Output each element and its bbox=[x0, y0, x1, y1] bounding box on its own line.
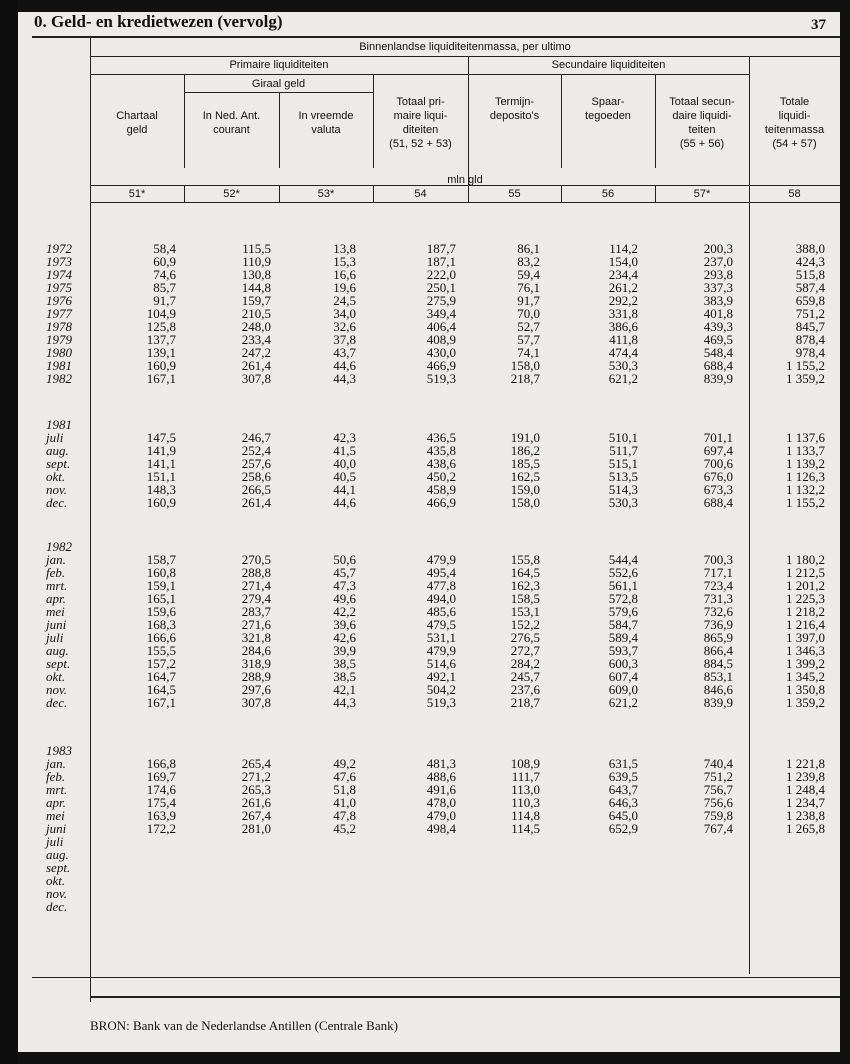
header-in-ned: In Ned. Ant. courant bbox=[202, 110, 261, 136]
block-years-labels: 1972 1973 1974 1975 1976 1977 1978 1979 1980 1981 1982 bbox=[46, 241, 72, 386]
header-giraal: Giraal geld bbox=[251, 78, 306, 90]
header-totaal-prim: Totaal pri- maire liqui- diteiten (51, 52 + 53) bbox=[389, 96, 452, 150]
colnum-58: 58 bbox=[788, 188, 801, 200]
block-1983-c55: 108,9 111,7 113,0 110,3 114,8 114,5 bbox=[510, 756, 540, 836]
block-1983-c52: 265,4 271,2 265,3 261,6 267,4 281,0 bbox=[241, 756, 271, 836]
rule-bottom-1 bbox=[32, 977, 840, 978]
block-1981-c58: 1 137,6 1 133,7 1 139,2 1 126,3 1 132,2 1 155,2 bbox=[786, 430, 825, 510]
rule-bottom-2 bbox=[90, 996, 840, 998]
colnum-55: 55 bbox=[508, 188, 521, 200]
page-edge bbox=[0, 0, 18, 1064]
block-years-c53: 13,8 15,3 16,6 19,6 24,5 34,0 32,6 37,8 43,7 44,6 44,3 bbox=[333, 241, 356, 386]
block-1982-c53: 50,6 45,7 47,3 49,6 42,2 39,6 42,6 39,9 38,5 38,5 42,1 44,3 bbox=[333, 552, 356, 710]
rule-under-nums bbox=[90, 202, 840, 203]
colnum-54: 54 bbox=[414, 188, 427, 200]
block-1983-c53: 49,2 47,6 51,8 41,0 47,8 45,2 bbox=[333, 756, 356, 836]
header-primaire: Primaire liquiditeiten bbox=[229, 59, 329, 71]
header-spaar: Spaar- tegoeden bbox=[585, 96, 631, 122]
block-1982-c58: 1 180,2 1 212,5 1 201,2 1 225,3 1 218,2 1 216,4 1 397,0 1 346,3 1 399,2 1 345,2 1 350,8 1 359,2 bbox=[786, 552, 825, 710]
page-number: 37 bbox=[811, 17, 826, 33]
block-1981-c56: 510,1 511,7 515,1 513,5 514,3 530,3 bbox=[608, 430, 638, 510]
block-1981-c52: 246,7 252,4 257,6 258,6 266,5 261,4 bbox=[241, 430, 271, 510]
header-secundaire: Secundaire liquiditeiten bbox=[551, 59, 666, 71]
block-years-c57: 200,3 237,0 293,8 337,3 383,9 401,8 439,3 469,5 548,4 688,4 839,9 bbox=[703, 241, 733, 386]
rule-top bbox=[32, 36, 840, 38]
colnum-53: 53* bbox=[317, 188, 335, 200]
block-years-c51: 58,4 60,9 74,6 85,7 91,7 104,9 125,8 137,7 139,1 160,9 167,1 bbox=[146, 241, 176, 386]
rule-under-main bbox=[90, 56, 840, 57]
colnum-57: 57* bbox=[693, 188, 711, 200]
block-years-c54: 187,7 187,1 222,0 250,1 275,9 349,4 406,4 408,9 430,0 466,9 519,3 bbox=[426, 241, 456, 386]
block-years-c55: 86,1 83,2 59,4 76,1 91,7 70,0 52,7 57,7 74,1 158,0 218,7 bbox=[510, 241, 540, 386]
header-chartaal: Chartaal geld bbox=[116, 110, 158, 136]
block-years-c56: 114,2 154,0 234,4 261,2 292,2 331,8 386,6 411,8 474,4 530,3 621,2 bbox=[608, 241, 638, 386]
block-1981-c53: 42,3 41,5 40,0 40,5 44,1 44,6 bbox=[333, 430, 356, 510]
block-1983-c57: 740,4 751,2 756,7 756,6 759,8 767,4 bbox=[703, 756, 733, 836]
block-1983-c54: 481,3 488,6 491,6 478,0 479,0 498,4 bbox=[426, 756, 456, 836]
header-main: Binnenlandse liquiditeitenmassa, per ultimo bbox=[359, 41, 571, 53]
block-1983-labels: 1983 jan. feb. mrt. apr. mei juni juli aug. sept. okt. nov. dec. bbox=[46, 743, 72, 914]
header-unit: mln gld bbox=[447, 174, 483, 186]
header-termijn: Termijn- deposito's bbox=[489, 96, 540, 122]
colnum-56: 56 bbox=[601, 188, 615, 200]
block-1982-c55: 155,8 164,5 162,3 158,5 153,1 152,2 276,5 272,7 284,2 245,7 237,6 218,7 bbox=[510, 552, 540, 710]
block-1982-c54: 479,9 495,4 477,8 494,0 485,6 479,5 531,1 479,9 514,6 492,1 504,2 519,3 bbox=[426, 552, 456, 710]
block-years-c52: 115,5 110,9 130,8 144,8 159,7 210,5 248,0 233,4 247,2 261,4 307,8 bbox=[241, 241, 271, 386]
block-1983-c51: 166,8 169,7 174,6 175,4 163,9 172,2 bbox=[146, 756, 176, 836]
block-1982-c56: 544,4 552,6 561,1 572,8 579,6 584,7 589,4 593,7 600,3 607,4 609,0 621,2 bbox=[608, 552, 638, 710]
page-sheet bbox=[18, 12, 840, 1052]
block-1981-c51: 147,5 141,9 141,1 151,1 148,3 160,9 bbox=[146, 430, 176, 510]
source-note: BRON: Bank van de Nederlandse Antillen (Centrale Bank) bbox=[90, 1018, 398, 1033]
colnum-51: 51* bbox=[128, 188, 146, 200]
colnum-52: 52* bbox=[223, 188, 240, 200]
block-years-c58: 388,0 424,3 515,8 587,4 659,8 751,2 845,7 878,4 978,4 1 155,2 1 359,2 bbox=[786, 241, 825, 386]
block-1982-c51: 158,7 160,8 159,1 165,1 159,6 168,3 166,6 155,5 157,2 164,7 164,5 167,1 bbox=[146, 552, 176, 710]
block-1981-c57: 701,1 697,4 700,6 676,0 673,3 688,4 bbox=[703, 430, 733, 510]
block-1982-labels: 1982 jan. feb. mrt. apr. mei juni juli aug. sept. okt. nov. dec. bbox=[46, 539, 72, 710]
block-1981-labels: 1981 juli aug. sept. okt. nov. dec. bbox=[46, 417, 72, 510]
header-totale: Totale liquidi- teitenmassa (54 + 57) bbox=[764, 96, 825, 150]
page-title: 0. Geld- en kredietwezen (vervolg) bbox=[34, 12, 283, 31]
header-in-vreemde: In vreemde valuta bbox=[298, 110, 354, 136]
rule-under-groups bbox=[90, 74, 749, 75]
header-totaal-sec: Totaal secun- daire liquidi- teiten (55 + 56) bbox=[669, 96, 735, 150]
block-1983-c58: 1 221,8 1 239,8 1 248,4 1 234,7 1 238,8 1 265,8 bbox=[786, 756, 825, 836]
block-1983-c56: 631,5 639,5 643,7 646,3 645,0 652,9 bbox=[608, 756, 638, 836]
block-1981-c54: 436,5 435,8 438,6 450,2 458,9 466,9 bbox=[426, 430, 456, 510]
block-1982-c52: 270,5 288,8 271,4 279,4 283,7 271,6 321,8 284,6 318,9 288,9 297,6 307,8 bbox=[241, 552, 271, 710]
block-1982-c57: 700,3 717,1 723,4 731,3 732,6 736,9 865,9 866,4 884,5 853,1 846,6 839,9 bbox=[703, 552, 733, 710]
block-1981-c55: 191,0 186,2 185,5 162,5 159,0 158,0 bbox=[510, 430, 540, 510]
